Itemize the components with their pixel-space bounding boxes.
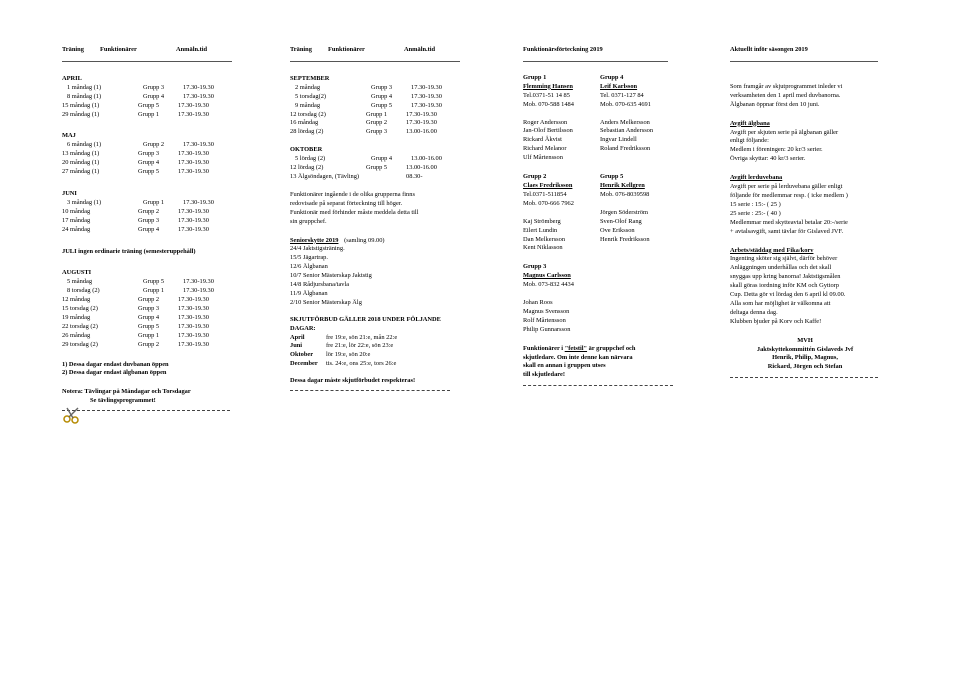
senior-title: Seniorskytte 2019 (290, 236, 339, 244)
schedule-day: 15 måndag (1) (62, 101, 100, 109)
skjutforbud-row (290, 334, 460, 343)
forbud-month: Juni (290, 342, 303, 350)
divider (290, 61, 460, 62)
schedule-time: 17.30-19.30 (178, 207, 209, 215)
schedule-row (62, 296, 232, 305)
schedule-day: 16 måndag (290, 119, 319, 127)
schedule-time: 17.30-19.30 (183, 278, 214, 286)
notera-line-2: Se tävlingsprogrammet! (90, 397, 156, 405)
schedule-time: 17.30-19.30 (406, 119, 437, 127)
skjutforbud-list (290, 334, 460, 370)
schedule-day: 5 torsdag(2) (295, 92, 327, 100)
schedule-time: 17.30-19.30 (183, 198, 214, 206)
schedule-time: 17.30-19.30 (183, 287, 214, 295)
schedule-group: Grupp 2 (138, 340, 160, 348)
schedule-row (62, 341, 232, 350)
schedule-row (62, 84, 232, 93)
skjutforbud-row (290, 351, 460, 360)
schedule-row (290, 155, 460, 164)
alg-fee-title: Avgift älgbana (730, 119, 770, 127)
schedule-time: 17.30-19.30 (178, 305, 209, 313)
forbud-month: December (290, 360, 318, 368)
group-block (600, 74, 680, 163)
scissors-icon (62, 406, 82, 424)
group-chef: Henrik Kellgren (600, 181, 645, 189)
member-name: Jörgen Söderström (600, 208, 648, 216)
member-list (600, 119, 680, 155)
skjutforbud-row (290, 360, 460, 369)
month-heading: AUGUSTI (62, 269, 92, 277)
schedule-time: 17.30-19.30 (411, 92, 442, 100)
schedule-day: 5 måndag (67, 278, 93, 286)
dotted-divider (523, 385, 673, 386)
schedule-time: 13.00-16.00 (406, 164, 437, 172)
schedule-day: 12 måndag (62, 296, 91, 304)
month-heading: APRIL (62, 74, 82, 82)
schedule-group: Grupp 4 (371, 155, 393, 163)
group-row (523, 263, 683, 334)
member-name: Philip Gunnarsson (523, 325, 571, 333)
schedule-group: Grupp 4 (143, 92, 165, 100)
header-traning: Träning (62, 46, 84, 53)
schedule-group (366, 173, 406, 182)
senior-item: 2/10 Senior Mästerskap Älg (290, 298, 362, 306)
functionaries-title: Funktionärsförteckning 2019 (523, 46, 603, 53)
schedule-day: 19 måndag (62, 313, 91, 321)
header-funktionarer: Funktionärer (328, 46, 365, 53)
schedule-row (62, 168, 232, 177)
group-chef: Flemming Hansen (523, 82, 573, 90)
schedule-day: 1 måndag (1) (67, 83, 102, 91)
member-name: Kent Niklasson (523, 244, 563, 252)
divider (62, 61, 232, 62)
schedule-day: 3 måndag (1) (67, 198, 102, 206)
member-list (523, 299, 600, 335)
skjutforbud-title: SKJUTFÖRBUD GÄLLER 2018 UNDER FÖLJANDE (290, 315, 441, 323)
months-list (62, 75, 232, 235)
header-traning: Träning (290, 46, 312, 53)
schedule-time: 17.30-19.30 (183, 141, 214, 149)
schedule-day: 12 torsdag (2) (290, 110, 326, 118)
member-name: Jan-Olof Bertilsson (523, 127, 573, 135)
schedule-group: Grupp 5 (371, 101, 393, 109)
footnote-1: 1) Dessa dagar endast duvbanan öppen (62, 360, 169, 368)
member-name: Ove Eriksson (600, 226, 635, 234)
schedule-time: 17.30-19.30 (178, 101, 209, 109)
schedule-day: 6 måndag (1) (67, 141, 102, 149)
schedule-row (290, 102, 460, 111)
schedule-row (290, 173, 460, 182)
group-phone: Mob. 070-666 7962 (523, 199, 574, 207)
schedule-day: 13 Älgsöndagen, (Tävling) (290, 172, 360, 180)
group-name: Grupp 3 (523, 263, 547, 271)
dotted-divider (290, 390, 450, 391)
schedule-day: 10 måndag (62, 207, 91, 215)
member-name: Ingvar Lindell (600, 136, 637, 144)
schedule-time: 17.30-19.30 (411, 101, 442, 109)
schedule-day: 22 torsdag (2) (62, 322, 98, 330)
schedule-day: 20 måndag (1) (62, 159, 100, 167)
schedule-group: Grupp 3 (371, 83, 393, 91)
member-list (523, 119, 600, 164)
schedule-day: 27 måndag (1) (62, 168, 100, 176)
schedule-time: 17.30-19.30 (178, 150, 209, 158)
schedule-time: 17.30-19.30 (178, 296, 209, 304)
group-phone: Tel.0371-51 14 85 (523, 91, 570, 99)
schedule-group: Grupp 4 (138, 313, 160, 321)
group-block (600, 173, 680, 253)
table-header (290, 46, 460, 55)
forbud-month: April (290, 333, 305, 341)
schedule-group: Grupp 1 (366, 110, 388, 118)
member-name: Sven-Olof Rang (600, 217, 642, 225)
schedule-day: 28 lördag (2) (290, 128, 324, 136)
lerduva-fee-text: Avgift per serie på lerduvebana gäller enligt följande för medlemmar resp. ( icke medlem ) 15 serie : 15:- ( 25 ) 25 serie : 25:- ( 40 ) Medlemmar med skytteavtal betalar 20:-/serie + avtalsavgift, samt tävlar för Gislaved JVF. (730, 183, 848, 235)
schedule-day: 29 torsdag (2) (62, 340, 98, 348)
member-name: Rickard Åkvist (523, 136, 562, 144)
member-name: Anders Melkersson (600, 118, 650, 126)
schedule-group: Grupp 2 (138, 296, 160, 304)
member-name: Ulf Mårtensson (523, 154, 563, 162)
schedule-group: Grupp 2 (143, 141, 165, 149)
schedule-day: 8 torsdag (2) (67, 287, 100, 295)
schedule-time: 17.30-19.30 (178, 168, 209, 176)
schedule-time: 17.30-19.30 (178, 322, 209, 330)
schedule-group: Grupp 1 (143, 287, 165, 295)
schedule-day: 26 måndag (62, 331, 91, 339)
footnote-2: 2) Dessa dagar endast älgbanan öppen (62, 369, 167, 377)
schedule-time: 13.00-16.00 (411, 155, 442, 163)
dotted-divider (62, 410, 230, 411)
member-list (523, 218, 600, 254)
schedule-day: 12 lördag (2) (290, 164, 324, 172)
schedule-day: 9 måndag (295, 101, 321, 109)
column-news (730, 46, 880, 378)
schedule-time: 17.30-19.30 (178, 225, 209, 233)
schedule-time: 17.30-19.30 (178, 159, 209, 167)
member-name: Johan Roos (523, 299, 553, 307)
schedule-group: Grupp 3 (143, 83, 165, 91)
july-note: JULI ingen ordinarie träning (semesteruppehåll) (62, 247, 196, 255)
group-phone: Mob. 070-635 4691 (600, 100, 651, 108)
schedule-group: Grupp 2 (366, 119, 388, 127)
senior-item: 11/9 Älgbanan (290, 289, 328, 297)
senior-time: (samling 09.00) (344, 236, 385, 244)
group-block (523, 74, 600, 163)
workday-text: Ingenting sköter sig självt, därför behöver Anläggningen underhållas och det skall snyggas upp kring banorna! Jaktstigsmålen skall göras iordning inför KM och Gyttorp Cup. Detta gör vi lördag den 6 april kl 09.00. Alla som har möjlighet är välkomna att deltaga denna dag. Klubben bjuder på Korv och Kaffe! (730, 255, 846, 325)
forbud-days: tis. 24:e, ons 25:e, tors 26:e (326, 360, 397, 368)
schedule-group: Grupp 5 (366, 164, 388, 172)
schedule-day: 17 måndag (62, 216, 91, 224)
schedule-group: Grupp 3 (138, 150, 160, 158)
forbud-days: fre 21:e, lör 22:e, sön 23:e (326, 342, 394, 350)
schedule-day: 13 måndag (1) (62, 150, 100, 158)
group-phone: Mob. 076-8039598 (600, 190, 650, 198)
member-name: Roger Andersson (523, 118, 568, 126)
intro-paragraph: Som framgår av skjutprogrammet inleder vi verksamheten den 1 april med duvbanorna. Älgbanan öppnar först den 10 juni. (730, 82, 843, 108)
schedule-row (62, 287, 232, 296)
month-heading: OKTOBER (290, 146, 323, 154)
schedule-group: Grupp 2 (138, 207, 160, 215)
senior-heading (290, 237, 460, 246)
fetstil-note: Funktionärer i "fetstil" är gruppchef och skjutledare. Om inte denne kan närvara skall en annan i gruppen utses till skjutledare! (523, 344, 636, 379)
table-header (62, 46, 232, 55)
senior-item: 12/6 Älgbanan (290, 263, 328, 271)
group-phone: Mob. 073-832 4434 (523, 281, 574, 289)
schedule-row (62, 217, 232, 226)
schedule-row (62, 314, 232, 323)
member-name: Magnus Svensson (523, 307, 570, 315)
schedule-time: 17.30-19.30 (411, 83, 442, 91)
schedule-row (290, 128, 460, 137)
schedule-time: 17.30-19.30 (178, 216, 209, 224)
member-name: Henrik Fredriksson (600, 235, 650, 243)
schedule-row (62, 199, 232, 208)
header-funktionarer: Funktionärer (100, 46, 137, 53)
divider (523, 61, 668, 62)
schedule-row (62, 159, 232, 168)
schedule-group: Grupp 4 (138, 159, 160, 167)
schedule-group: Grupp 5 (138, 101, 160, 109)
schedule-group: Grupp 1 (143, 198, 165, 206)
schedule-time: 08.30- (406, 172, 423, 180)
schedule-row (290, 111, 460, 120)
senior-item: 10/7 Senior Mästerskap Jaktstig (290, 272, 372, 280)
schedule-row (62, 208, 232, 217)
column-functionaries (523, 46, 683, 386)
column-schedule-spring (62, 46, 232, 411)
news-title: Aktuellt inför säsongen 2019 (730, 46, 808, 53)
group-row (523, 173, 683, 253)
group-block (523, 263, 600, 334)
group-phone: Mob. 070-588 1484 (523, 100, 574, 108)
schedule-day: 8 måndag (1) (67, 92, 102, 100)
senior-item: 15/5 Jägartrap. (290, 254, 328, 262)
schedule-group: Grupp 1 (138, 110, 160, 118)
respect-note: Dessa dagar måste skjutförbudet respekteras! (290, 377, 416, 385)
month-heading: MAJ (62, 132, 76, 140)
forbud-days: fre 19:e, sön 21:e, mån 22:e (326, 333, 398, 341)
group-name: Grupp 4 (600, 73, 624, 81)
schedule-time: 17.30-19.30 (406, 110, 437, 118)
schedule-row (62, 102, 232, 111)
forbud-days: lör 19:e, sön 20:e (326, 351, 371, 359)
schedule-group: Grupp 4 (138, 225, 160, 233)
schedule-day: 5 lördag (2) (295, 155, 326, 163)
schedule-row (62, 93, 232, 102)
month-august (62, 269, 232, 349)
month-heading: JUNI (62, 189, 77, 197)
senior-list (290, 245, 460, 307)
signature-block: MVH Jaktskyttekommittén Gislaveds Jvf Henrik, Philip, Magnus, Rickard, Jörgen och Stefan (756, 336, 854, 371)
alg-fee-text: Avgift per skjuten serie på älgbanan gäller enligt följande: Medlem i föreningen: 20 kr/3 serier. Övriga skyttar: 40 kr/3 serier. (730, 128, 839, 163)
schedule-group: Grupp 4 (371, 92, 393, 100)
schedule-time: 17.30-19.30 (183, 92, 214, 100)
group-chef: Magnus Carlsson (523, 272, 571, 280)
schedule-row (62, 141, 232, 150)
schedule-time: 17.30-19.30 (178, 331, 209, 339)
member-list (600, 209, 680, 245)
schedule-row (290, 84, 460, 93)
month-heading: SEPTEMBER (290, 74, 330, 82)
schedule-group: Grupp 5 (138, 168, 160, 176)
month-september (290, 75, 460, 137)
group-phone: Tel.0371-511854 (523, 190, 567, 198)
schedule-group: Grupp 5 (143, 278, 165, 286)
member-name: Kaj Strömberg (523, 217, 561, 225)
schedule-group: Grupp 5 (138, 322, 160, 330)
member-name: Sebastian Andersson (600, 127, 654, 135)
schedule-row (62, 226, 232, 235)
schedule-day: 29 måndag (1) (62, 110, 100, 118)
schedule-day: 2 måndag (295, 83, 321, 91)
schedule-row (62, 111, 232, 120)
schedule-day: 24 måndag (62, 225, 91, 233)
month-oktober (290, 146, 460, 182)
notera-line: Notera: Tävlingar på Måndagar och Torsdagar (62, 388, 191, 396)
group-name: Grupp 1 (523, 73, 547, 81)
schedule-time: 17.30-19.30 (178, 110, 209, 118)
schedule-row (290, 119, 460, 128)
dotted-divider (730, 377, 878, 378)
empty-cell (600, 263, 680, 334)
divider (730, 61, 878, 62)
member-name: Eilert Lundin (523, 226, 558, 234)
forbud-month: Oktober (290, 351, 314, 359)
schedule-group: Grupp 3 (138, 216, 160, 224)
column-schedule-autumn (290, 46, 460, 391)
schedule-row (290, 93, 460, 102)
schedule-time: 13.00-16.00 (406, 128, 437, 136)
header-anmalningstid: Anmäln.tid (176, 46, 208, 53)
schedule-time: 17.30-19.30 (183, 83, 214, 91)
schedule-row (290, 164, 460, 173)
group-block (523, 173, 600, 253)
schedule-time: 17.30-19.30 (178, 340, 209, 348)
schedule-row (62, 278, 232, 287)
group-name: Grupp 2 (523, 173, 547, 181)
skjutforbud-row (290, 342, 460, 351)
group-chef: Leif Karlsson (600, 82, 638, 90)
schedule-row (62, 150, 232, 159)
header-anmalningstid: Anmäln.tid (404, 46, 436, 53)
senior-item: 14/8 Rådjursbana/tavla (290, 281, 350, 289)
group-name: Grupp 5 (600, 173, 624, 181)
schedule-time: 17.30-19.30 (178, 313, 209, 321)
member-name: Roland Fredriksson (600, 145, 651, 153)
schedule-group: Grupp 3 (138, 305, 160, 313)
schedule-group: Grupp 1 (138, 331, 160, 339)
groups-grid (523, 74, 683, 335)
schedule-row (62, 332, 232, 341)
skjutforbud-title-2: DAGAR: (290, 324, 316, 332)
senior-item: 24/4 Jaktstigsträning. (290, 245, 345, 253)
schedule-group: Grupp 3 (366, 128, 388, 136)
schedule-row (62, 305, 232, 314)
member-name: Rolf Mårtensson (523, 316, 566, 324)
workday-title: Arbets/städdag med Fika/korv (730, 246, 814, 254)
member-name: Dan Melkersson (523, 235, 566, 243)
group-row (523, 74, 683, 163)
schedule-day: 15 torsdag (2) (62, 305, 98, 313)
schedule-row (62, 323, 232, 332)
group-chef: Claes Fredriksson (523, 181, 573, 189)
lerduva-fee-title: Avgift lerduvebana (730, 174, 783, 182)
group-phone: Tel. 0371-127 84 (600, 91, 644, 99)
functionaries-paragraph: Funktionärer ingående i de olika grupperna finns redovisade på separat förteckning till höger. Funktionär med förhinder måste meddela detta till sin gruppchef. (290, 190, 419, 225)
member-name: Richard Melanor (523, 145, 567, 153)
